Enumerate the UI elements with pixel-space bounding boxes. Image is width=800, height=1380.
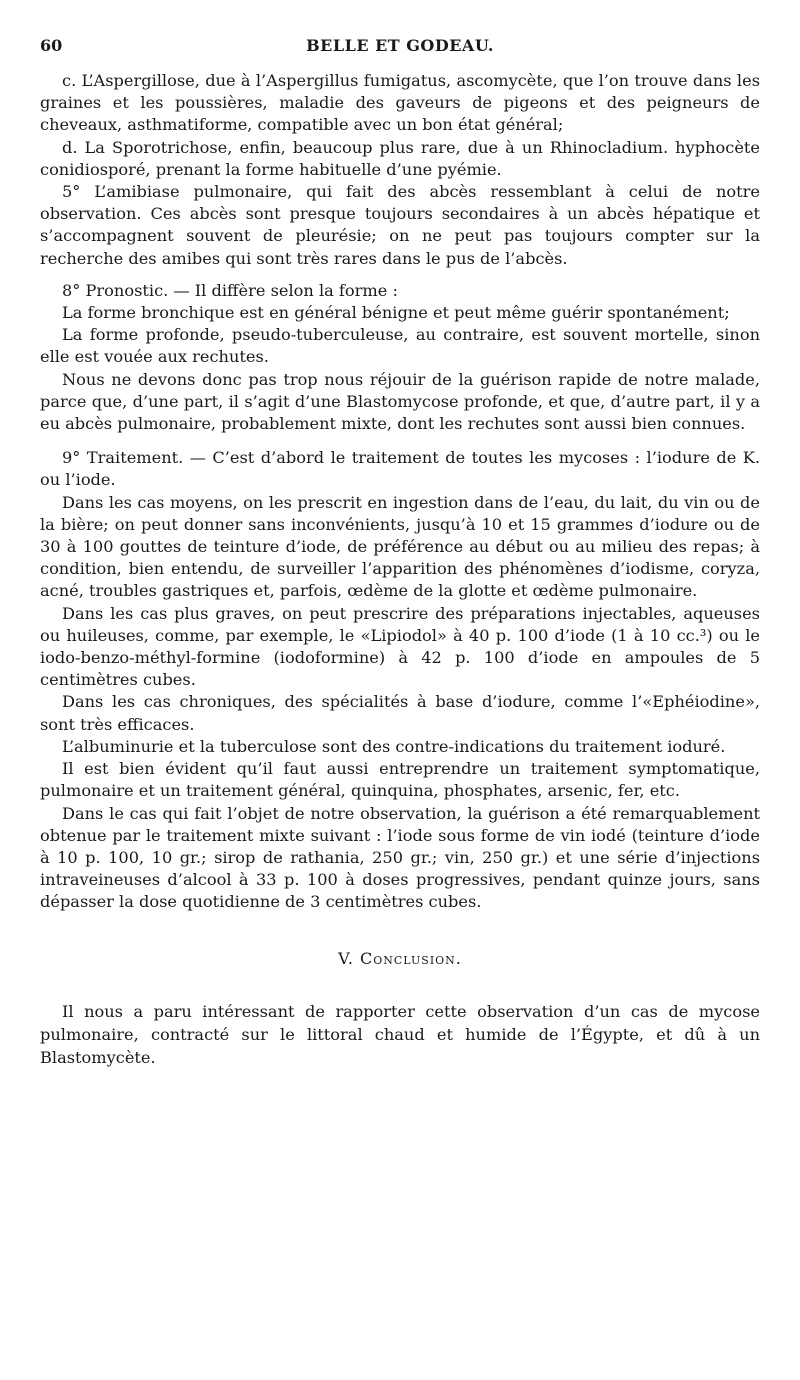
paragraph-sporotrichose: d. La Sporotrichose, enfin, beaucoup plus rare, due à un Rhinocladium. hyphocète conidiosporé, prenant la forme habituelle d’une pyémie. (40, 137, 760, 179)
conclusion-section (40, 1000, 760, 1069)
paragraph-cas-chroniques: Dans les cas chroniques, des spécialités à base d’iodure, comme l’«Ephéiodine», sont très efficaces. (40, 692, 760, 734)
paragraph-rechutes: Nous ne devons donc pas trop nous réjouir de la guérison rapide de notre malade, parce que, d’une part, il s’agit d’une Blastomycose profonde, et que, d’autre part, il y a eu abcès pulmonaire, probablement mixte, dont les rechutes sont aussi bien connues. (40, 369, 760, 434)
paragraph-observation: Dans le cas qui fait l’objet de notre observation, la guérison a été remarquablement obtenue par le traitement mixte suivant : l’iode sous forme de vin iodé (teinture d’iode à 10 p. 100, 10 gr.; sirop de rathania, 250 gr.; vin, 250 gr.) et une série d’injections intraveineuses d’alcool à 33 p. 100 à doses progressives, pendant quinze jours, sans dépasser la dose quotidienne de 3 centimètres cubes. (40, 803, 760, 912)
paragraph-pronostic: 8° Pronostic. — Il diffère selon la forme : (62, 280, 398, 300)
paragraph-amibiase: 5° L’amibiase pulmonaire, qui fait des abcès ressemblant à celui de notre observation. Ces abcès sont presque toujours secondaires à un abcès hépatique et s’accompagnent souvent de pleurésie; on ne peut pas toujours compter sur la recherche des amibes qui sont très rares dans le pus de l’abcès. (40, 182, 760, 268)
paragraph-traitement: 9° Traitement. — C’est d’abord le traitement de toutes les mycoses : l’iodure de K. ou l’iode. (40, 448, 760, 490)
running-title: BELLE ET GODEAU. (306, 36, 494, 55)
paragraph-cas-moyens: Dans les cas moyens, on les prescrit en ingestion dans de l’eau, du lait, du vin ou de la bière; on peut donner sans inconvénients, jusqu’à 10 et 15 grammes d’iodure ou de 30 à 100 gouttes de teinture d’iode, de préférence au début ou au milieu des repas; à condition, bien entendu, de surveiller l’apparition des phénomènes d’iodisme, coryza, acné, troubles gastriques et, parfois, œdème de la glotte et œdème pulmonaire. (40, 492, 760, 601)
paragraph-traitement-symptomatique: Il est bien évident qu’il faut aussi entreprendre un traitement symptomatique, pulmonaire et un traitement général, quinquina, phosphates, arsenic, fer, etc. (40, 759, 760, 801)
section-heading: V. Conclusion. (338, 948, 462, 968)
paragraph-conclusion: Il nous a paru intéressant de rapporter cette observation d’un cas de mycose pulmonaire, contracté sur le littoral chaud et humide de l’Égypte, et dû à un Blastomycète. (40, 1001, 760, 1067)
page-number: 60 (40, 36, 63, 55)
paragraph-contre-indications: L’albuminurie et la tuberculose sont des contre-indications du traitement ioduré. (62, 736, 726, 756)
paragraph-cas-graves: Dans les cas plus graves, on peut prescrire des préparations injectables, aqueuses ou huileuses, comme, par exemple, le «Lipiodol» à 40 p. 100 d’iode (1 à 10 cc.³) ou le iodo-benzo-méthyl-formine (iodoformine) à 42 p. 100 d’iode en ampoules de 5 centimètres cubes. (40, 603, 760, 690)
paragraph-forme-profonde: La forme profonde, pseudo-tuberculeuse, au contraire, est souvent mortelle, sinon elle est vouée aux rechutes. (40, 325, 760, 367)
paragraph-aspergillose: c. L’Aspergillose, due à l’Aspergillus fumigatus, ascomycète, que l’on trouve dans les graines et les poussières, maladie des gaveurs de pigeons et des peigneurs de cheveaux, asthmatiforme, compatible avec un bon état général; (40, 71, 760, 135)
paragraph-forme-bronchique: La forme bronchique est en général bénigne et peut même guérir spontanément; (62, 303, 730, 323)
running-header (40, 34, 760, 58)
body-text (40, 70, 760, 1069)
